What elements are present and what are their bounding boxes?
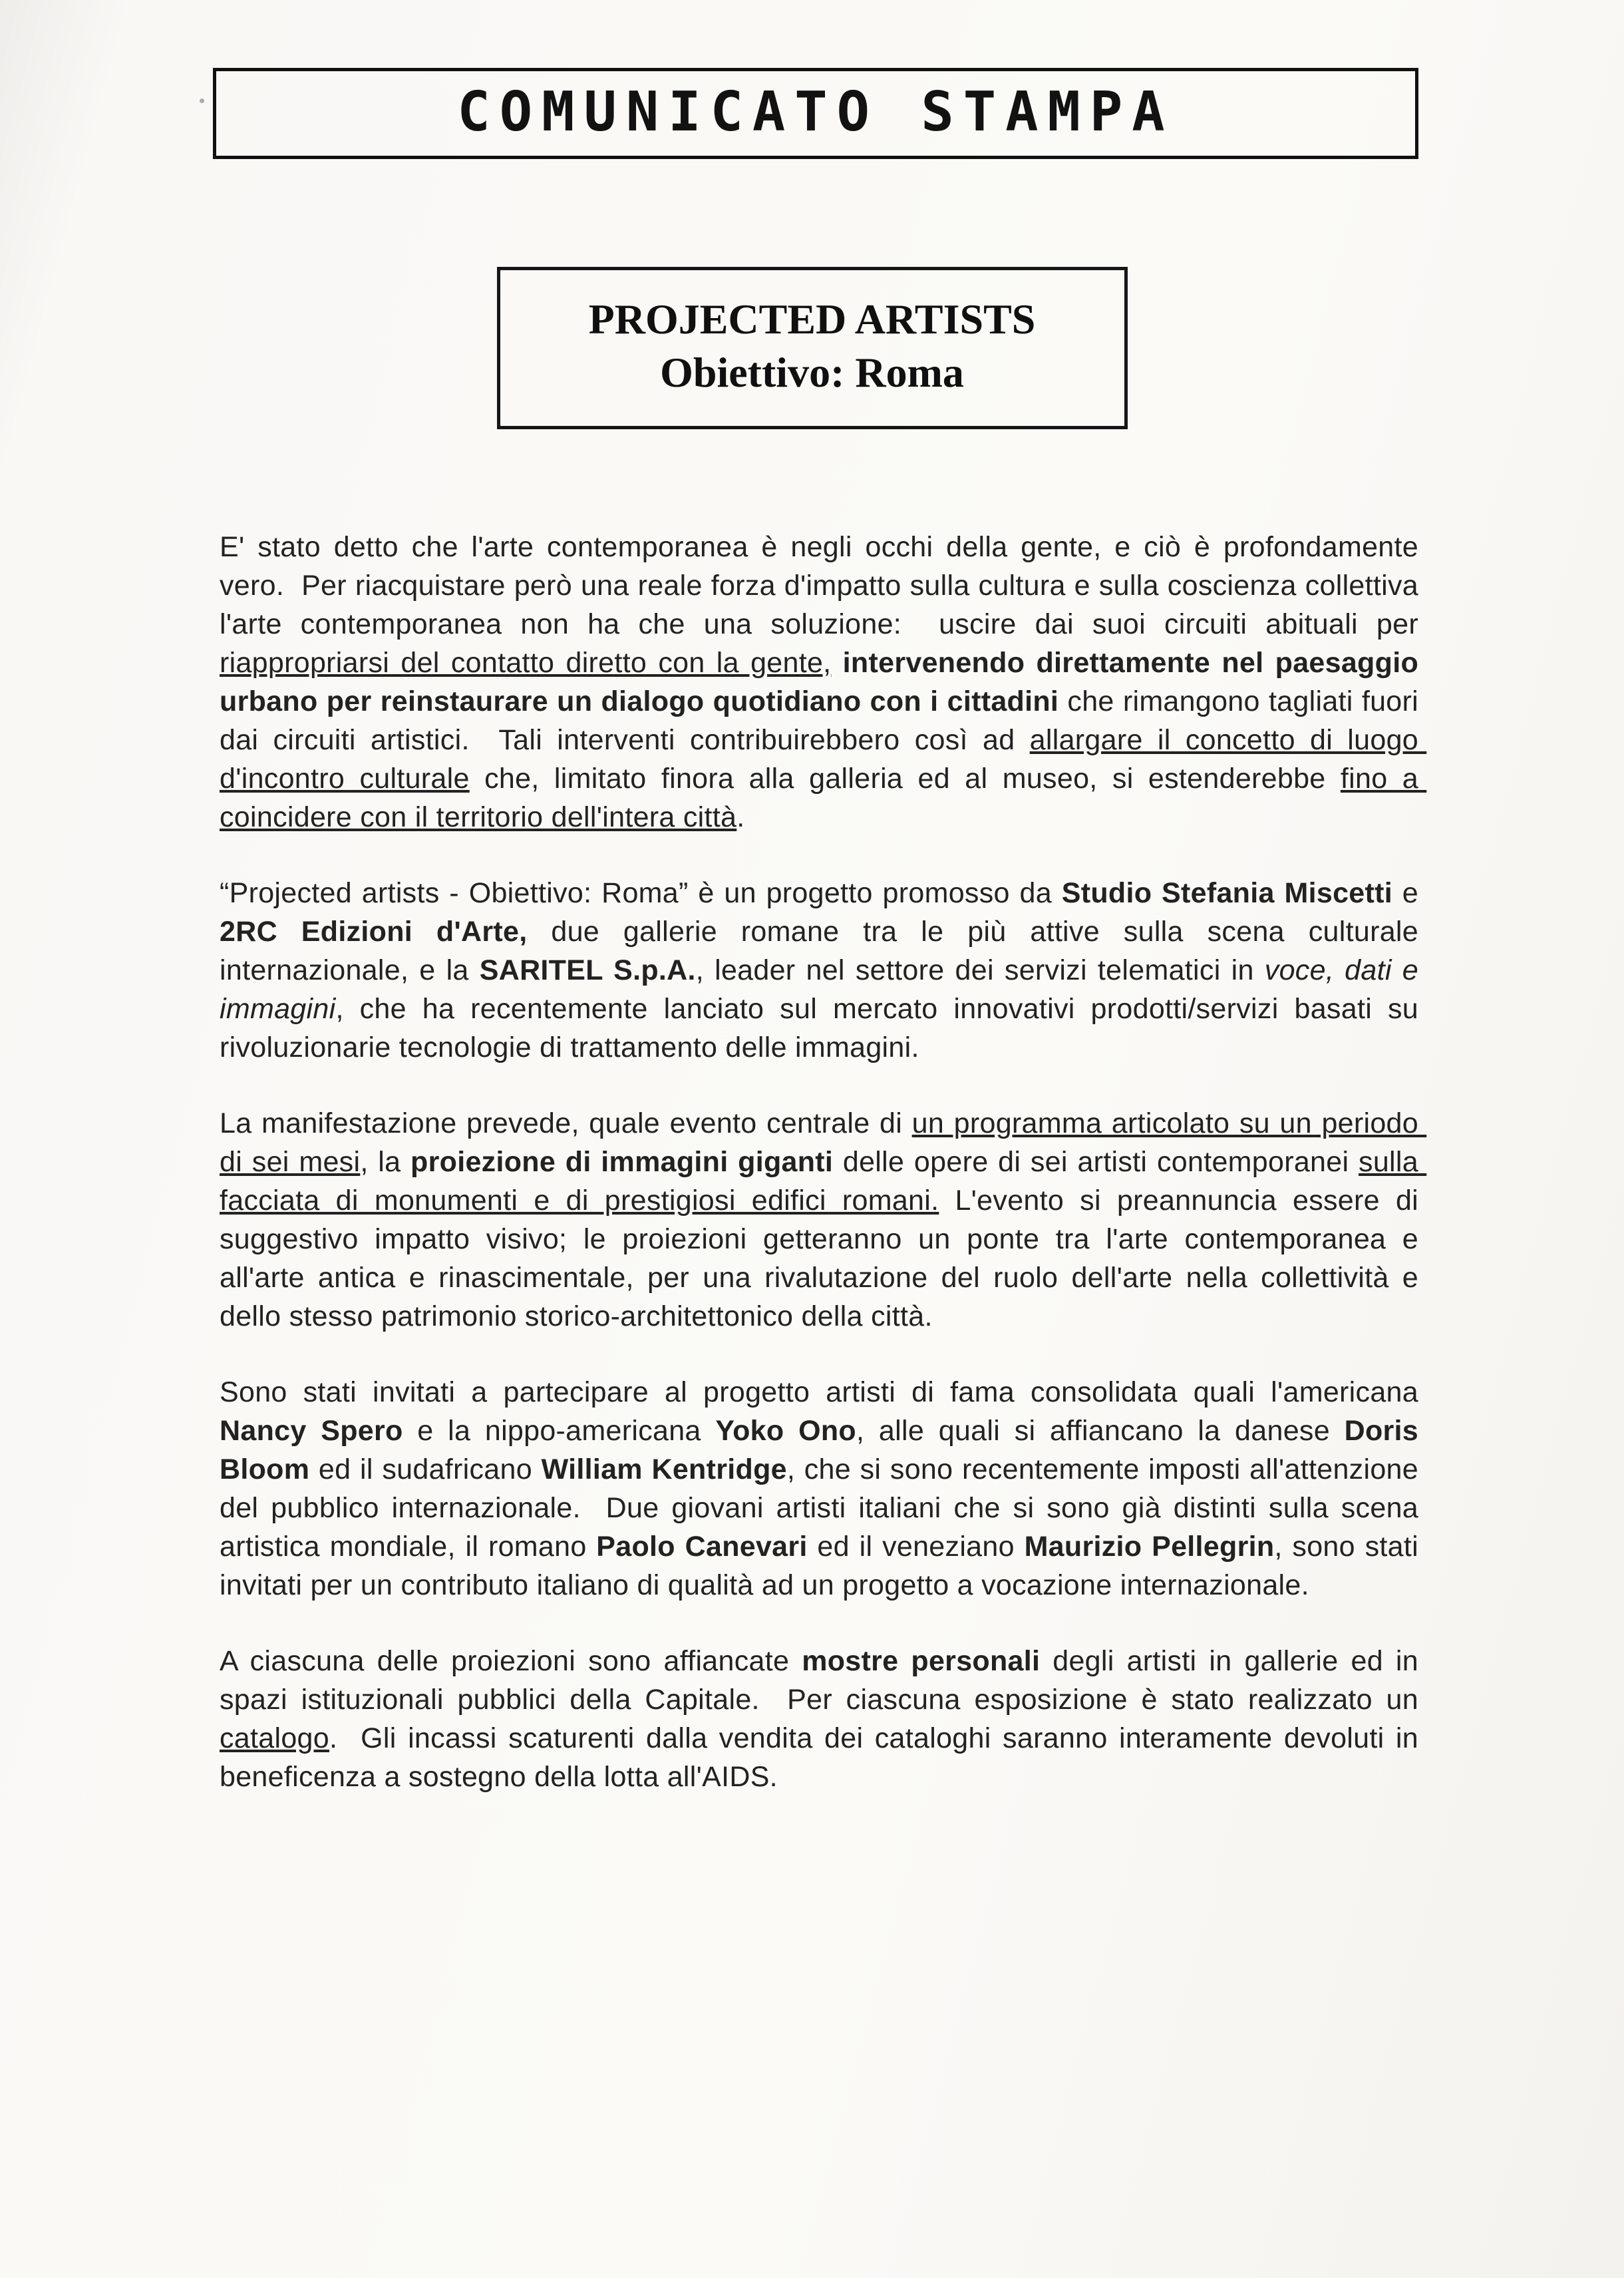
project-title-line1: PROJECTED ARTISTS [588, 295, 1036, 343]
text-run: sulla facciata di monumenti e di prestigiosi edifici romani. [220, 1146, 1427, 1217]
text-run: Paolo Canevari [596, 1531, 808, 1563]
press-release-title: COMUNICATO STAMPA [457, 81, 1174, 144]
text-run: “Projected artists - Obiettivo: Roma” è un progetto promosso da [220, 877, 1062, 909]
text-run: , sono stati invitati per un contributo italiano di qualità ad un progetto a vocazione internazionale. [220, 1531, 1427, 1601]
text-run: A ciascuna delle proiezioni sono affiancate [220, 1645, 802, 1677]
text-run: L'evento si preannuncia essere di suggestivo impatto visivo; le proiezioni getteranno un ponte tra l'arte contemporanea e all'arte antica e rinascimentale, per una rivalutazione del ruolo dell'arte nella collettività e dello stesso patrimonio storico-architettonico della città. [220, 1185, 1427, 1332]
text-run: Maurizio Pellegrin [1024, 1531, 1275, 1563]
paragraph-artists [220, 1373, 1427, 1605]
text-run: , alle quali si affiancano la danese [856, 1415, 1345, 1447]
text-run: Sono stati invitati a partecipare al progetto artisti di fama consolidata quali l'americana [220, 1376, 1427, 1408]
text-run: ed il veneziano [807, 1531, 1025, 1563]
text-run: , la [360, 1146, 411, 1178]
text-run: catalogo [220, 1722, 329, 1754]
text-run: delle opere di sei artisti contemporanei [833, 1146, 1359, 1178]
paragraph-promoters [220, 874, 1427, 1067]
text-run: che rimangono tagliati fuori dai circuiti artistici. Tali interventi contribuirebbero così ad [220, 685, 1427, 756]
text-run: E' stato detto che l'arte contemporanea è negli occhi della gente, e ciò è profondamente vero. Per riacquistare però una reale forza d'impatto sulla cultura e sulla coscienza collettiva l'arte contemporanea non ha che una soluzione: uscire dai suoi circuiti abituali per [220, 531, 1427, 640]
text-run: allargare il concetto di luogo d'incontro culturale [220, 724, 1427, 795]
text-run: riappropriarsi del contatto diretto con la gente, [220, 647, 832, 679]
text-run: un programma articolato su un periodo di sei mesi [220, 1107, 1427, 1178]
text-run: La manifestazione prevede, quale evento centrale di [220, 1107, 912, 1139]
text-run [831, 647, 842, 679]
document-body [220, 528, 1427, 1796]
text-run: due gallerie romane tra le più attive sulla scena culturale internazionale, e la [220, 916, 1427, 986]
text-run: Doris Bloom [220, 1415, 1427, 1485]
text-run: Nancy Spero [220, 1415, 403, 1447]
text-run: , che si sono recentemente imposti all'attenzione del pubblico internazionale. Due giovani artisti italiani che si sono già distinti sulla scena artistica mondiale, il romano [220, 1453, 1427, 1563]
text-run: proiezione di immagini giganti [410, 1146, 834, 1178]
text-run: Yoko Ono [715, 1415, 856, 1447]
text-run: SARITEL S.p.A. [479, 954, 696, 986]
text-run: voce, dati e immagini [220, 954, 1427, 1025]
text-run: Studio Stefania Miscetti [1061, 877, 1392, 909]
paragraph-event [220, 1104, 1427, 1336]
scan-artifact-dot [200, 98, 204, 103]
text-run: William Kentridge [541, 1453, 787, 1485]
text-run: , leader nel settore dei servizi telematici in [695, 954, 1265, 986]
text-run: mostre personali [802, 1645, 1041, 1677]
project-title-box [497, 267, 1128, 429]
text-run: e la nippo-americana [403, 1415, 716, 1447]
text-run: fino a coincidere con il territorio dell'intera città [220, 763, 1427, 833]
press-release-header-box [213, 68, 1418, 159]
text-run: che, limitato finora alla galleria ed al museo, si estenderebbe [469, 763, 1341, 795]
paragraph-intro [220, 528, 1427, 837]
text-run: e [1392, 877, 1427, 909]
text-run: 2RC Edizioni d'Arte, [220, 916, 528, 948]
text-run: intervenendo direttamente nel paesaggio urbano per reinstaurare un dialogo quotidiano con i cittadini [220, 647, 1427, 717]
text-run: degli artisti in gallerie ed in spazi istituzionali pubblici della Capitale. Per ciascuna esposizione è stato realizzato un [220, 1645, 1427, 1716]
paragraph-exhibitions [220, 1642, 1427, 1796]
text-run: . [736, 801, 745, 833]
text-run: . Gli incassi scaturenti dalla vendita dei cataloghi saranno interamente devoluti in beneficenza a sostegno della lotta all'AIDS. [220, 1722, 1427, 1793]
project-title-line2: Obiettivo: Roma [660, 349, 964, 396]
text-run: ed il sudafricano [309, 1453, 542, 1485]
text-run: , che ha recentemente lanciato sul mercato innovativi prodotti/servizi basati su rivoluzionarie tecnologie di trattamento delle immagini. [220, 993, 1427, 1063]
